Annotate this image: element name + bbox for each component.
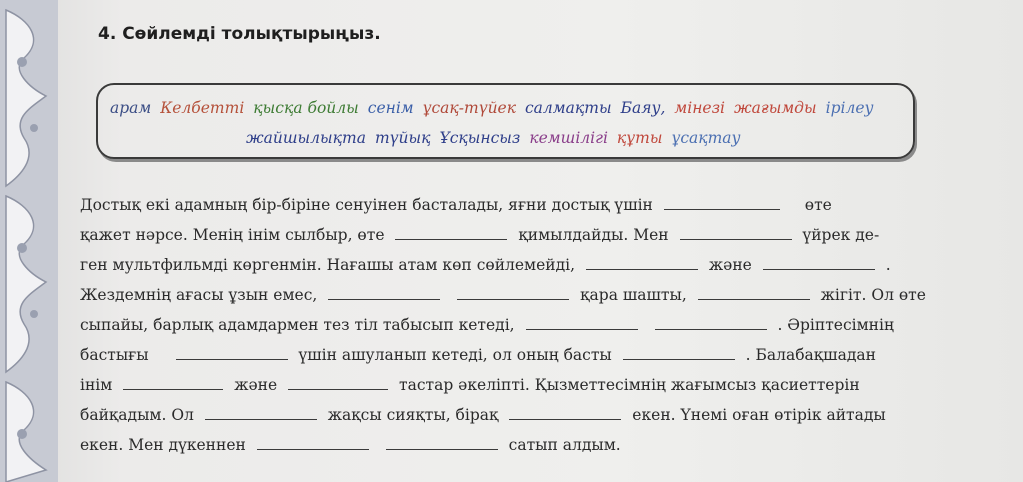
- answer-blank[interactable]: [698, 285, 810, 300]
- text-line-2: [80, 220, 879, 250]
- text-line-7: [80, 370, 860, 400]
- word-bank-word: салмақты: [525, 99, 612, 117]
- answer-blank[interactable]: [586, 255, 698, 270]
- text-line-3: [80, 250, 891, 280]
- text-line-6: [80, 340, 876, 370]
- word-bank-word: Баяу,: [620, 99, 666, 117]
- text-segment: екен. Үнемі оған өтірік айтады: [632, 406, 886, 424]
- answer-blank[interactable]: [205, 405, 317, 420]
- answer-blank[interactable]: [457, 285, 569, 300]
- answer-blank[interactable]: [288, 375, 388, 390]
- text-segment: байқадым. Ол: [80, 406, 194, 424]
- text-segment: қара шашты,: [580, 286, 687, 304]
- answer-blank[interactable]: [763, 255, 875, 270]
- word-bank-word: Ұсқынсыз: [439, 129, 521, 147]
- text-segment: . Әріптесімнің: [777, 316, 894, 334]
- answer-blank[interactable]: [526, 315, 638, 330]
- text-segment: . Балабақшадан: [745, 346, 876, 364]
- answer-blank[interactable]: [395, 225, 507, 240]
- text-segment: жақсы сияқты, бірақ: [327, 406, 499, 424]
- text-segment: бастығы: [80, 346, 149, 364]
- word-bank-word: арам: [110, 99, 152, 117]
- text-segment: тастар әкеліпті. Қызметтесімнің жағымсыз қасиеттерін: [399, 376, 860, 394]
- text-segment: қимылдайды. Мен: [518, 226, 669, 244]
- word-bank-word: құты: [616, 129, 663, 147]
- text-line-9: [80, 430, 621, 460]
- text-line-4: [80, 280, 926, 310]
- text-line-5: [80, 310, 894, 340]
- answer-blank[interactable]: [680, 225, 792, 240]
- text-segment: сатып алдым.: [508, 436, 621, 454]
- word-bank-line-1: [110, 99, 883, 117]
- word-bank-word: түйық: [374, 129, 431, 147]
- word-bank-word: жағымды: [734, 99, 817, 117]
- answer-blank[interactable]: [176, 345, 288, 360]
- answer-blank[interactable]: [664, 195, 780, 210]
- word-bank-word: ұсақ-түйек: [422, 99, 516, 117]
- word-bank-word: мінезі: [674, 99, 725, 117]
- word-bank-line-2: [246, 129, 750, 147]
- answer-blank[interactable]: [386, 435, 498, 450]
- answer-blank[interactable]: [509, 405, 621, 420]
- answer-blank[interactable]: [655, 315, 767, 330]
- text-segment: қажет нәрсе. Менің інім сылбыр, өте: [80, 226, 385, 244]
- text-line-1: [80, 190, 832, 220]
- task-title: 4. Сөйлемді толықтырыңыз.: [98, 24, 381, 44]
- answer-blank[interactable]: [123, 375, 223, 390]
- text-segment: ген мультфильмді көргенмін. Нағашы атам көп сөйлемейді,: [80, 256, 576, 274]
- word-bank-word: жайшылықта: [246, 129, 366, 147]
- text-segment: сыпайы, барлық адамдармен тез тіл табысып кетеді,: [80, 316, 515, 334]
- text-segment: екен. Мен дүкеннен: [80, 436, 246, 454]
- text-segment: өте: [804, 196, 832, 214]
- text-segment: үйрек де-: [802, 226, 880, 244]
- ornament-border: [0, 0, 58, 482]
- text-segment: Достық екі адамның бір-біріне сенуінен басталады, яғни достық үшін: [80, 196, 653, 214]
- answer-blank[interactable]: [623, 345, 735, 360]
- word-bank-box: [96, 83, 915, 159]
- text-segment: Жездемнің ағасы ұзын емес,: [80, 286, 318, 304]
- word-bank-word: қысқа бойлы: [253, 99, 359, 117]
- answer-blank[interactable]: [257, 435, 369, 450]
- word-bank-word: ірілеу: [825, 99, 874, 117]
- answer-blank[interactable]: [328, 285, 440, 300]
- word-bank-word: сенім: [367, 99, 414, 117]
- text-line-8: [80, 400, 886, 430]
- word-bank-word: ұсақтау: [671, 129, 741, 147]
- text-segment: және: [708, 256, 752, 274]
- text-segment: інім: [80, 376, 113, 394]
- word-bank-word: Келбетті: [160, 99, 245, 117]
- text-segment: .: [885, 256, 891, 274]
- text-segment: және: [234, 376, 278, 394]
- word-bank-word: кемшілігі: [529, 129, 608, 147]
- text-segment: жігіт. Ол өте: [820, 286, 926, 304]
- text-segment: үшін ашуланып кетеді, ол оның басты: [298, 346, 612, 364]
